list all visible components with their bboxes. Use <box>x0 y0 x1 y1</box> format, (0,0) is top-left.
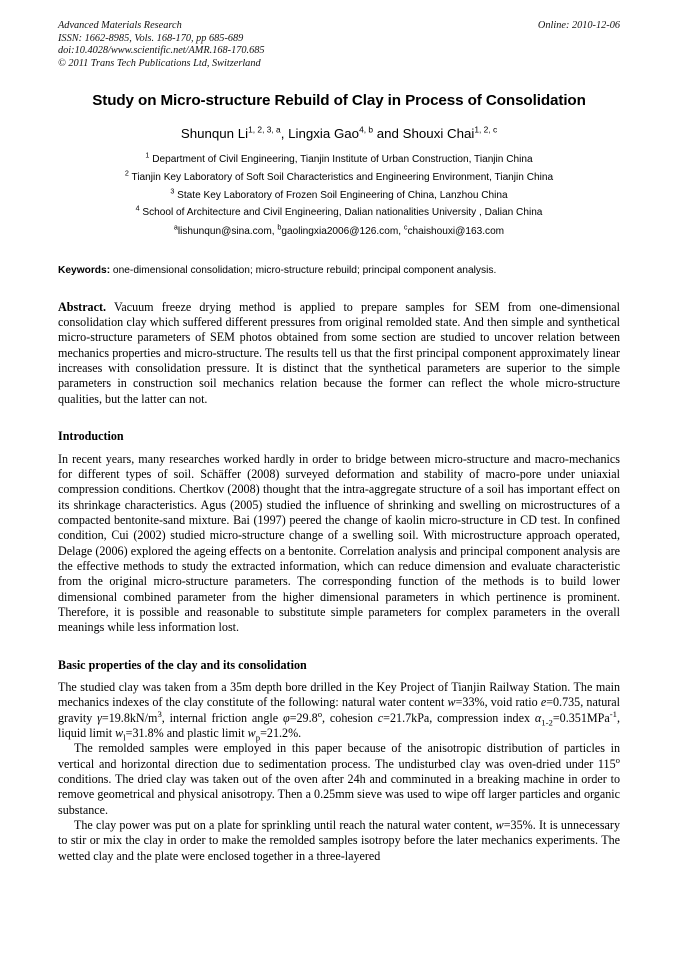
journal-header-top-row <box>58 20 620 33</box>
bp-p1-text-9: =0.351MPa <box>552 710 610 725</box>
basic-properties-paragraph-3 <box>58 818 620 864</box>
affiliation-marker: 3 <box>170 186 175 196</box>
superscript-cubic: 3 <box>157 708 162 719</box>
bp-p1-text-12: =21.2%. <box>260 726 302 740</box>
bp-p1-text-5: , internal friction angle <box>161 710 283 725</box>
issn-line: ISSN: 1662-8985, Vols. 168-170, pp 685-689 <box>58 32 244 44</box>
affiliation-marker: 2 <box>124 168 129 178</box>
bp-p1-text-8: =21.7kPa, compression index <box>383 710 535 725</box>
variable-phi: φ <box>282 710 290 725</box>
copyright-line: © 2011 Trans Tech Publications Ltd, Switzerland <box>58 57 261 69</box>
email-address-a[interactable]: lishunqun@sina.com, <box>177 225 278 237</box>
variable-void-ratio: e <box>540 695 547 710</box>
email-marker-b: b <box>277 222 282 232</box>
affiliation-marker: 4 <box>135 203 140 213</box>
email-address-b[interactable]: gaolingxia2006@126.com, <box>281 225 404 237</box>
basic-properties-paragraph-2 <box>58 741 620 818</box>
author-name-3: Shouxi Chai <box>402 126 475 142</box>
affiliation-list <box>58 151 620 221</box>
author-conjunction: and <box>373 126 403 142</box>
email-list <box>58 224 620 239</box>
abstract-text: Vacuum freeze drying method is applied to prepare samples for SEM from one-dimensional consolidation clay which suffered different pressures from original remolded state. And then simple and synthetical micro-structure parameters of SEM photos obtained from some section are studied to uncover relation between mechanics properties and micro-structure. The results tell us that the first principal component approximately linear increases with consolidation pressure. It is distinct that the synthetical parameters are superior to the simple parameters in construction soil mechanics relation because the former can reflect the whole micro-structure qualities, but the latter can not. <box>58 299 620 406</box>
affiliation-item <box>58 169 620 187</box>
keywords-line <box>58 264 620 278</box>
author-name-1: Shunqun Li <box>180 126 249 142</box>
email-marker-c: c <box>403 222 408 232</box>
author-1-affiliation-markers: 1, 2, 3, a <box>248 124 281 135</box>
abstract-label: Abstract. <box>58 299 107 314</box>
variable-water-content-2: w <box>495 818 504 833</box>
bp-p1-text-3: =0.735, natural gravity <box>58 695 621 725</box>
journal-name: Advanced Materials Research <box>58 20 182 31</box>
subscript-l: l <box>123 732 126 743</box>
superscript-degree: o <box>317 708 323 719</box>
variable-plastic-limit: w <box>247 726 256 740</box>
superscript-minus-one: -1 <box>609 708 617 719</box>
bp-p1-text-4: =19.8kN/m <box>101 710 158 725</box>
section-heading-introduction: Introduction <box>58 429 124 444</box>
abstract-paragraph <box>58 300 620 407</box>
doi-line: doi:10.4028/www.scientific.net/AMR.168-170.685 <box>58 45 265 57</box>
affiliation-text: Tianjin Key Laboratory of Soft Soil Characteristics and Engineering Environment, Tianjin China <box>128 171 554 183</box>
bp-p1-text-11: =31.8% and plastic limit <box>125 726 248 740</box>
author-separator-1: , <box>280 126 289 142</box>
bp-p2-text-2: conditions. The dried clay was taken out of the oven after 24h and comminuted in a breaking machine in order to remove geometrical and physical anisotropy. Then a 0.25mm sieve was used to wipe off larger particles and organic substance. <box>58 772 620 817</box>
affiliation-marker: 1 <box>145 151 150 161</box>
affiliation-item <box>58 187 620 205</box>
keywords-label: Keywords: <box>58 264 111 276</box>
bp-p1-text-7: , cohesion <box>322 710 378 725</box>
introduction-paragraph: In recent years, many researches worked hardly in order to bridge between micro-structure and macro-mechanics for different types of soil. Schäffer (2008) surveyed deformation and stability of macro-pore under uniaxial compression conditions. Chertkov (2008) thought that the intra-aggregate structure of a soil has important effect on its shrinkage characteristics. Agus (2005) studied the influence of shrinking and swelling on microstructures of a compacted bentonite-sand mixture. Bai (1997) peered the change of kaolin micro-structure in CD test. In confined condition, Cui (2002) studied micro-structure change of a swelling soil. With microstructure approach operated, Delage (2006) explored the ageing effects on a bentonite. Correlation analysis and principal component analysis are the effective methods to study the extracted information, which can reduce dimension and evaluate characteristic from the original micro-structure parameters. The corresponding function of the methods is to build lower dimensional combined parameter from the higher dimensional parameters in which pertinence is prominent. Therefore, it is possible and reasonable to substitute simple parameters for complex parameters in the overall meanings while less information lost. <box>58 451 620 635</box>
affiliation-text: School of Architecture and Civil Engineering, Dalian nationalities University , Dalian China <box>139 207 543 219</box>
section-heading-basic-properties: Basic properties of the clay and its consolidation <box>58 657 307 672</box>
subscript-p: p <box>255 732 261 743</box>
affiliation-text: Department of Civil Engineering, Tianjin Institute of Urban Construction, Tianjin China <box>149 154 533 166</box>
variable-alpha: α <box>534 710 542 725</box>
bp-p1-text-6: =29.8 <box>289 710 318 725</box>
affiliation-text: State Key Laboratory of Frozen Soil Engineering of China, Lanzhou China <box>174 189 508 201</box>
bp-p1-text-1: The studied clay was taken from a 35m depth bore drilled in the Key Project of Tianjin Railway Station. The main mechanics indexes of the clay constitute of the following: natural water content <box>58 679 620 710</box>
superscript-degree-temp: o <box>615 754 620 765</box>
bp-p1-text-2: =33%, void ratio <box>455 695 541 710</box>
bp-p3-text-2: =35%. It is unnecessary to stir or mix the clay in order to make the remolded samples isotropy before the later mechanics experiments. The wetted clay and the plate were enclosed together in a three-layered <box>58 818 620 863</box>
variable-water-content: w <box>447 695 456 710</box>
online-date: Online: 2010-12-06 <box>537 20 620 31</box>
author-2-affiliation-markers: 4, b <box>359 124 374 135</box>
keywords-text: one-dimensional consolidation; micro-structure rebuild; principal component analysis. <box>110 264 497 276</box>
bp-p3-text-1: The clay power was put on a plate for sprinkling until reach the natural water content, <box>74 818 496 833</box>
author-list <box>58 126 620 142</box>
affiliation-item <box>58 204 620 222</box>
author-name-2: Lingxia Gao <box>288 126 360 142</box>
email-marker-a: a <box>173 222 178 232</box>
variable-cohesion: c <box>377 710 384 725</box>
variable-gamma: γ <box>97 710 102 725</box>
author-3-affiliation-markers: 1, 2, c <box>474 124 498 135</box>
paper-title: Study on Micro-structure Rebuild of Clay in Process of Consolidation <box>92 92 586 110</box>
variable-liquid-limit: w <box>115 726 124 740</box>
email-address-c[interactable]: chaishouxi@163.com <box>407 225 505 237</box>
journal-header <box>58 20 620 70</box>
bp-p2-text-1: The remolded samples were employed in this paper because of the anisotropic distribution of particles in vertical and horizontal direction due to sedimentation process. The undisturbed clay was oven-dried under 115 <box>58 741 620 771</box>
subscript-1-2: 1-2 <box>541 717 553 728</box>
basic-properties-paragraph-1 <box>58 680 620 741</box>
bp-p1-text-10: , liquid limit <box>58 710 621 740</box>
affiliation-item <box>58 151 620 169</box>
